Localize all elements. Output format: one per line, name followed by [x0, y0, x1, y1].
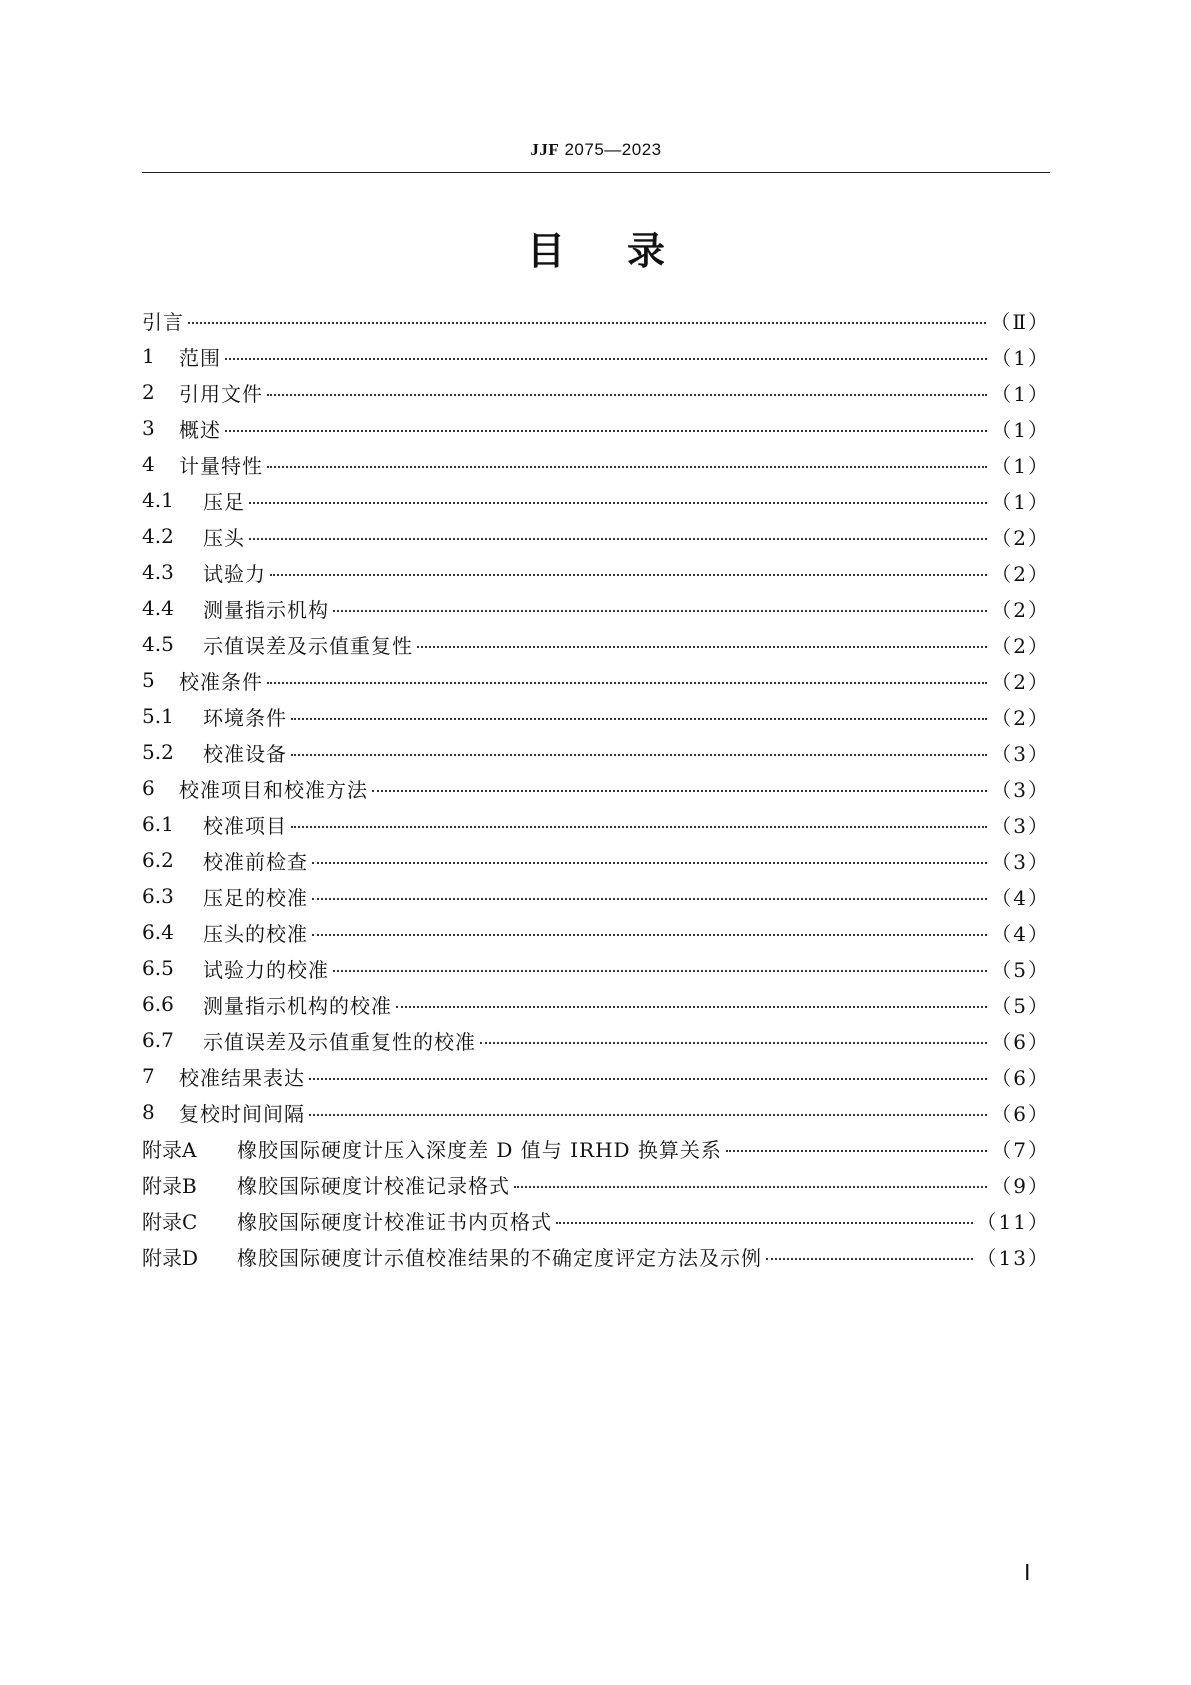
toc-entry-title: 示值误差及示值重复性的校准 [203, 1029, 476, 1054]
toc-leader-dots [312, 898, 987, 900]
toc-entry-number: 6 [142, 776, 155, 800]
toc-entry-number: 4.5 [142, 632, 174, 656]
toc-entry-title: 压头 [203, 525, 245, 550]
toc-entry-page: （3） [991, 741, 1050, 766]
toc-entry[interactable] [142, 1130, 1050, 1166]
toc-leader-dots [270, 574, 987, 576]
toc-entry[interactable] [142, 734, 1050, 770]
toc-entry[interactable] [142, 338, 1050, 374]
toc-entry[interactable] [142, 590, 1050, 626]
table-of-contents [142, 302, 1050, 1274]
toc-entry-number: 2 [142, 380, 155, 404]
toc-entry-page: （3） [991, 813, 1050, 838]
toc-leader-dots [188, 322, 986, 324]
toc-entry-title: 范围 [179, 345, 221, 370]
toc-entry-title: 校准前检查 [203, 849, 308, 874]
toc-entry[interactable] [142, 554, 1050, 590]
toc-entry-page: （1） [991, 453, 1050, 478]
toc-leader-dots [333, 610, 987, 612]
toc-entry[interactable] [142, 1202, 1050, 1238]
toc-entry-page: （5） [991, 993, 1050, 1018]
toc-entry-title: 压足的校准 [203, 885, 308, 910]
toc-entry-title: 校准结果表达 [179, 1065, 305, 1090]
toc-entry-page: （2） [991, 561, 1050, 586]
toc-entry-number: 4.3 [142, 560, 174, 584]
toc-entry-page: （Ⅱ） [990, 309, 1050, 334]
toc-entry-title: 橡胶国际硬度计示值校准结果的不确定度评定方法及示例 [237, 1245, 762, 1270]
header-rule [142, 172, 1050, 173]
toc-entry-number: 4.2 [142, 524, 174, 548]
toc-entry-title: 校准项目 [203, 813, 287, 838]
toc-leader-dots [249, 502, 987, 504]
document-code-header [142, 140, 1050, 160]
toc-entry[interactable] [142, 482, 1050, 518]
toc-entry-number: 附录A [142, 1137, 197, 1162]
toc-leader-dots [225, 358, 987, 360]
toc-entry-number: 6.5 [142, 956, 174, 980]
toc-entry-number: 6.2 [142, 848, 174, 872]
document-code-prefix: JJF [530, 140, 560, 159]
toc-entry-page: （13） [976, 1245, 1050, 1270]
toc-entry-page: （7） [991, 1137, 1050, 1162]
toc-entry-title: 引用文件 [179, 381, 263, 406]
toc-entry-number: 6.7 [142, 1028, 174, 1052]
toc-entry[interactable] [142, 842, 1050, 878]
toc-entry-page: （2） [991, 705, 1050, 730]
toc-entry-number: 附录C [142, 1209, 198, 1234]
page-title: 目录 [526, 229, 727, 273]
toc-entry[interactable] [142, 878, 1050, 914]
toc-entry-number: 4.1 [142, 488, 174, 512]
toc-entry-number: 3 [142, 416, 155, 440]
toc-leader-dots [333, 970, 987, 972]
toc-entry-number: 4.4 [142, 596, 174, 620]
toc-entry-page: （6） [991, 1029, 1050, 1054]
toc-entry-number: 4 [142, 452, 155, 476]
toc-entry[interactable] [142, 770, 1050, 806]
toc-entry[interactable] [142, 662, 1050, 698]
toc-entry-number: 1 [142, 344, 155, 368]
toc-entry-page: （2） [991, 633, 1050, 658]
toc-entry-title: 校准设备 [203, 741, 287, 766]
toc-entry-title: 压头的校准 [203, 921, 308, 946]
toc-entry-page: （11） [976, 1209, 1050, 1234]
toc-leader-dots [480, 1042, 987, 1044]
toc-entry-title: 校准项目和校准方法 [179, 777, 368, 802]
toc-entry[interactable] [142, 950, 1050, 986]
toc-leader-dots [309, 1078, 987, 1080]
toc-entry-title: 校准条件 [179, 669, 263, 694]
toc-entry-number: 5 [142, 668, 155, 692]
toc-entry[interactable] [142, 1022, 1050, 1058]
toc-entry-page: （6） [991, 1101, 1050, 1126]
toc-leader-dots [249, 538, 987, 540]
toc-leader-dots [291, 718, 987, 720]
toc-entry-number: 6.3 [142, 884, 174, 908]
toc-entry-page: （3） [991, 777, 1050, 802]
toc-entry[interactable] [142, 1238, 1050, 1274]
toc-entry-number: 7 [142, 1064, 155, 1088]
toc-entry[interactable] [142, 410, 1050, 446]
toc-entry-title: 复校时间间隔 [179, 1101, 305, 1126]
toc-entry[interactable] [142, 626, 1050, 662]
toc-entry-page: （5） [991, 957, 1050, 982]
toc-leader-dots [417, 646, 987, 648]
toc-leader-dots [225, 430, 987, 432]
toc-leader-dots [267, 682, 987, 684]
toc-leader-dots [726, 1150, 987, 1152]
toc-entry-title: 测量指示机构的校准 [203, 993, 392, 1018]
toc-entry[interactable] [142, 302, 1050, 338]
toc-entry-page: （2） [991, 597, 1050, 622]
toc-entry[interactable] [142, 1094, 1050, 1130]
toc-entry-title: 橡胶国际硬度计压入深度差 D 值与 IRHD 换算关系 [237, 1137, 722, 1162]
toc-leader-dots [556, 1222, 973, 1224]
page-number: Ⅰ [1024, 1560, 1031, 1585]
toc-leader-dots [766, 1258, 973, 1260]
toc-entry-title: 橡胶国际硬度计校准证书内页格式 [237, 1209, 552, 1234]
toc-entry-title: 测量指示机构 [203, 597, 329, 622]
toc-entry[interactable] [142, 698, 1050, 734]
toc-entry-page: （1） [991, 489, 1050, 514]
toc-entry[interactable] [142, 806, 1050, 842]
toc-entry-page: （6） [991, 1065, 1050, 1090]
toc-leader-dots [312, 862, 987, 864]
toc-entry-number: 附录B [142, 1173, 197, 1198]
toc-entry[interactable] [142, 374, 1050, 410]
document-code-number: 2075—2023 [559, 140, 662, 159]
toc-leader-dots [372, 790, 987, 792]
toc-entry-page: （2） [991, 525, 1050, 550]
toc-entry-number: 8 [142, 1100, 155, 1124]
toc-entry-number: 6.6 [142, 992, 174, 1016]
toc-leader-dots [267, 394, 987, 396]
toc-entry-title: 示值误差及示值重复性 [203, 633, 413, 658]
toc-entry-page: （9） [991, 1173, 1050, 1198]
toc-entry[interactable] [142, 1166, 1050, 1202]
toc-entry-title: 计量特性 [179, 453, 263, 478]
toc-entry-page: （1） [991, 381, 1050, 406]
toc-leader-dots [514, 1186, 987, 1188]
toc-leader-dots [291, 826, 987, 828]
toc-entry-page: （1） [991, 417, 1050, 442]
toc-entry[interactable] [142, 986, 1050, 1022]
toc-entry-title: 橡胶国际硬度计校准记录格式 [237, 1173, 510, 1198]
toc-entry[interactable] [142, 914, 1050, 950]
toc-entry-number: 附录D [142, 1245, 199, 1270]
toc-entry[interactable] [142, 446, 1050, 482]
toc-entry-page: （2） [991, 669, 1050, 694]
toc-entry-number: 6.4 [142, 920, 174, 944]
toc-leader-dots [291, 754, 987, 756]
toc-leader-dots [309, 1114, 987, 1116]
toc-leader-dots [396, 1006, 987, 1008]
toc-leader-dots [267, 466, 987, 468]
toc-entry-title: 概述 [179, 417, 221, 442]
toc-entry[interactable] [142, 518, 1050, 554]
toc-entry-page: （1） [991, 345, 1050, 370]
toc-entry-title: 压足 [203, 489, 245, 514]
toc-entry-number: 5.1 [142, 704, 174, 728]
toc-entry-number: 5.2 [142, 740, 174, 764]
toc-entry-title: 试验力的校准 [203, 957, 329, 982]
toc-entry-number: 6.1 [142, 812, 174, 836]
toc-leader-dots [312, 934, 987, 936]
toc-entry-title: 环境条件 [203, 705, 287, 730]
toc-entry-title: 试验力 [203, 561, 266, 586]
toc-entry-page: （4） [991, 885, 1050, 910]
toc-entry-page: （3） [991, 849, 1050, 874]
toc-entry-page: （4） [991, 921, 1050, 946]
toc-entry-title: 引言 [142, 309, 184, 334]
toc-entry[interactable] [142, 1058, 1050, 1094]
